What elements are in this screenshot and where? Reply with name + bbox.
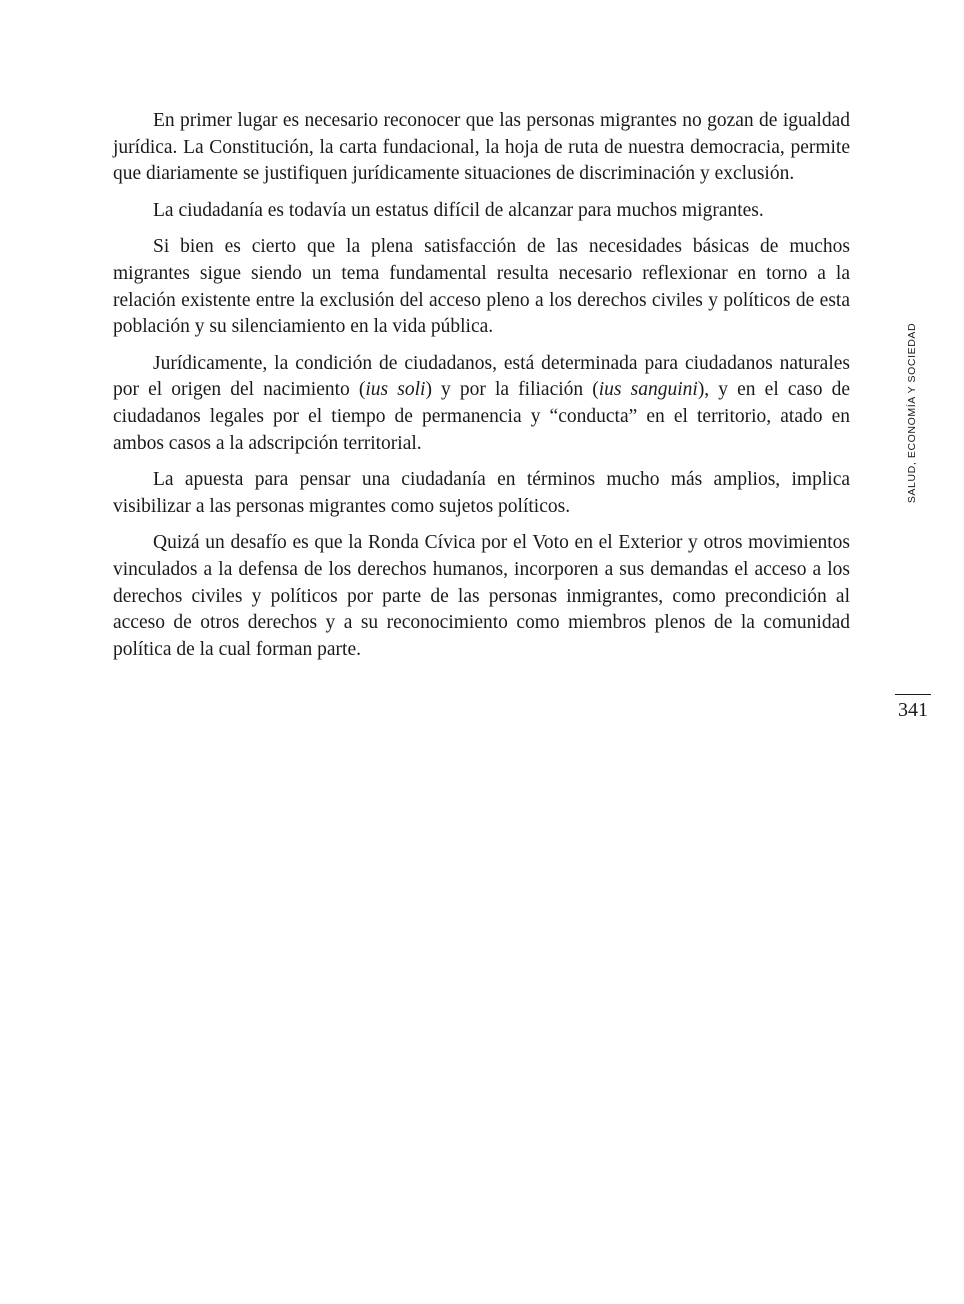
page-number: 341 xyxy=(898,699,928,721)
paragraph xyxy=(113,351,850,457)
text-run: Si bien es cierto que la plena satisfacción de las necesidades básicas de muchos migrantes sigue siendo un tema fundamental resulta necesario reflexionar en torno a la relación existente entre la exclusión del acceso pleno a los derechos civiles y políticos de esta población y su silenciamiento en la vida pública. xyxy=(113,236,850,338)
italic-term-ius-sanguini: ius sanguini xyxy=(598,379,698,401)
italic-term-ius-soli: ius soli xyxy=(365,379,426,401)
text-run: Quizá un desafío es que la Ronda Cívica por el Voto en el Exterior y otros movimientos vinculados a la defensa de los derechos humanos, incorporen a sus demandas el acceso a los derechos civiles y políticos por parte de las personas inmigrantes, como precondición al acceso de otros derechos y a su reconocimiento como miembros plenos de la comunidad política de la cual forman parte. xyxy=(113,532,850,660)
text-run: ) y por la filiación ( xyxy=(425,379,599,401)
text-run: La apuesta para pensar una ciudadanía en términos mucho más amplios, implica visibilizar a las personas migrantes como sujetos políticos. xyxy=(113,469,850,517)
paragraph xyxy=(113,467,850,520)
paragraph xyxy=(113,234,850,340)
text-run: Jurídicamente, la condición de ciudadanos, está determinada para ciudadanos naturales por el origen del nacimiento ( xyxy=(113,352,850,401)
paragraph xyxy=(113,108,850,188)
page-number-rule xyxy=(895,694,931,695)
running-header-vertical: SALUD, ECONOMÍA Y SOCIEDAD xyxy=(906,322,918,504)
text-run: En primer lugar es necesario reconocer que las personas migrantes no gozan de igualdad jurídica. La Constitución, la carta fundacional, la hoja de ruta de nuestra democracia, permite que diariamente se justifiquen jurídicamente situaciones de discriminación y exclusión. xyxy=(113,110,850,185)
body-text xyxy=(113,108,850,663)
paragraph xyxy=(113,530,850,663)
paragraph xyxy=(113,198,850,225)
text-run: La ciudadanía es todavía un estatus difícil de alcanzar para muchos migrantes. xyxy=(153,199,764,221)
text-run: ), y en el caso de ciudadanos legales por el tiempo de permanencia y “conducta” en el territorio, atado en ambos casos a la adscripción territorial. xyxy=(113,379,851,454)
